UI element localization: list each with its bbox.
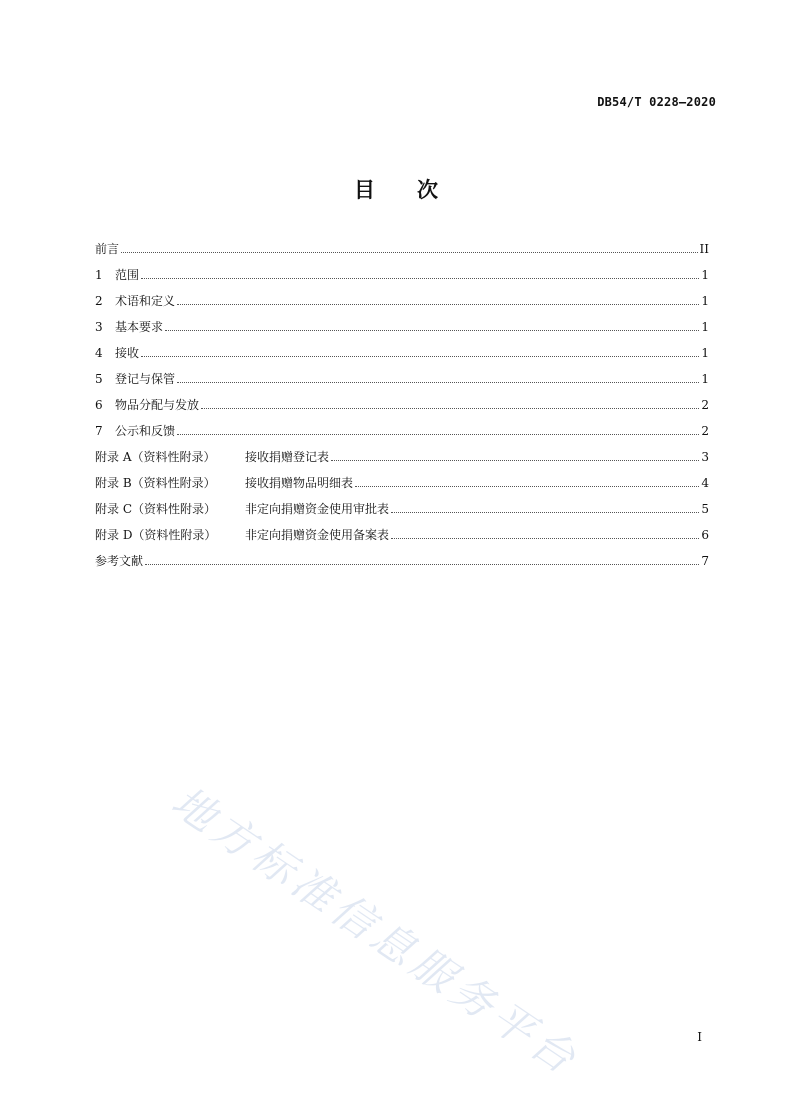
- appendix-prefix: 附录 A（资料性附录）: [95, 450, 216, 464]
- toc-entry-6[interactable]: [95, 392, 709, 418]
- dot-leader: [331, 460, 699, 461]
- toc-entry-page: II: [699, 242, 709, 256]
- toc-entry-label: 物品分配与发放: [115, 398, 200, 412]
- toc-entry-references[interactable]: [95, 548, 709, 574]
- toc-entry-page: 4: [701, 476, 709, 490]
- standard-code: DB54/T 0228—2020: [597, 95, 716, 109]
- toc-entry-5[interactable]: [95, 366, 709, 392]
- dot-leader: [145, 564, 699, 565]
- toc-entry-label: 公示和反馈: [115, 424, 176, 438]
- table-of-contents: [95, 236, 709, 574]
- toc-entry-number: 6: [95, 398, 103, 412]
- toc-entry-number: 7: [95, 424, 103, 438]
- dot-leader: [391, 512, 699, 513]
- toc-entry-1[interactable]: [95, 262, 709, 288]
- toc-entry-number: 5: [95, 372, 103, 386]
- appendix-prefix: 附录 D（资料性附录）: [95, 528, 217, 542]
- toc-title: 目 次: [354, 178, 438, 202]
- toc-entry-appendix-b[interactable]: [95, 470, 709, 496]
- dot-leader: [165, 330, 699, 331]
- toc-entry-appendix-c[interactable]: [95, 496, 709, 522]
- toc-entry-label: 基本要求: [115, 320, 164, 334]
- toc-entry-label: 参考文献: [95, 554, 144, 568]
- appendix-prefix: 附录 B（资料性附录）: [95, 476, 216, 490]
- toc-entry-label: 范围: [115, 268, 140, 282]
- dot-leader: [177, 434, 699, 435]
- toc-entry-page: 1: [701, 372, 709, 386]
- toc-entry-appendix-d[interactable]: [95, 522, 709, 548]
- page-number: I: [697, 1030, 702, 1044]
- toc-entry-page: 5: [701, 502, 709, 516]
- dot-leader: [355, 486, 699, 487]
- toc-entry-page: 1: [701, 268, 709, 282]
- toc-entry-number: 2: [95, 294, 103, 308]
- toc-entry-label: 非定向捐赠资金使用审批表: [245, 502, 390, 516]
- toc-entry-number: 3: [95, 320, 103, 334]
- toc-entry-label: 术语和定义: [115, 294, 176, 308]
- toc-entry-3[interactable]: [95, 314, 709, 340]
- dot-leader: [121, 252, 698, 253]
- toc-entry-label: 登记与保管: [115, 372, 176, 386]
- toc-entry-page: 1: [701, 294, 709, 308]
- toc-entry-page: 1: [701, 346, 709, 360]
- toc-entry-page: 2: [701, 424, 709, 438]
- dot-leader: [177, 304, 699, 305]
- dot-leader: [141, 356, 699, 357]
- toc-entry-page: 7: [701, 554, 709, 568]
- toc-entry-foreword[interactable]: [95, 236, 709, 262]
- dot-leader: [201, 408, 699, 409]
- toc-entry-label: 接收捐赠物品明细表: [245, 476, 354, 490]
- toc-entry-appendix-a[interactable]: [95, 444, 709, 470]
- toc-entry-label: 接收捐赠登记表: [245, 450, 330, 464]
- toc-entry-page: 2: [701, 398, 709, 412]
- toc-entry-number: 1: [95, 268, 103, 282]
- toc-entry-7[interactable]: [95, 418, 709, 444]
- toc-entry-label: 接收: [115, 346, 140, 360]
- toc-entry-number: 4: [95, 346, 103, 360]
- toc-entry-page: 6: [701, 528, 709, 542]
- toc-entry-2[interactable]: [95, 288, 709, 314]
- toc-entry-4[interactable]: [95, 340, 709, 366]
- dot-leader: [141, 278, 699, 279]
- toc-entry-page: 1: [701, 320, 709, 334]
- toc-entry-label: 非定向捐赠资金使用备案表: [245, 528, 390, 542]
- toc-entry-label: 前言: [95, 242, 120, 256]
- appendix-prefix: 附录 C（资料性附录）: [95, 502, 216, 516]
- dot-leader: [177, 382, 699, 383]
- toc-entry-page: 3: [701, 450, 709, 464]
- watermark: 地方标准信息服务平台: [163, 776, 589, 1086]
- dot-leader: [391, 538, 699, 539]
